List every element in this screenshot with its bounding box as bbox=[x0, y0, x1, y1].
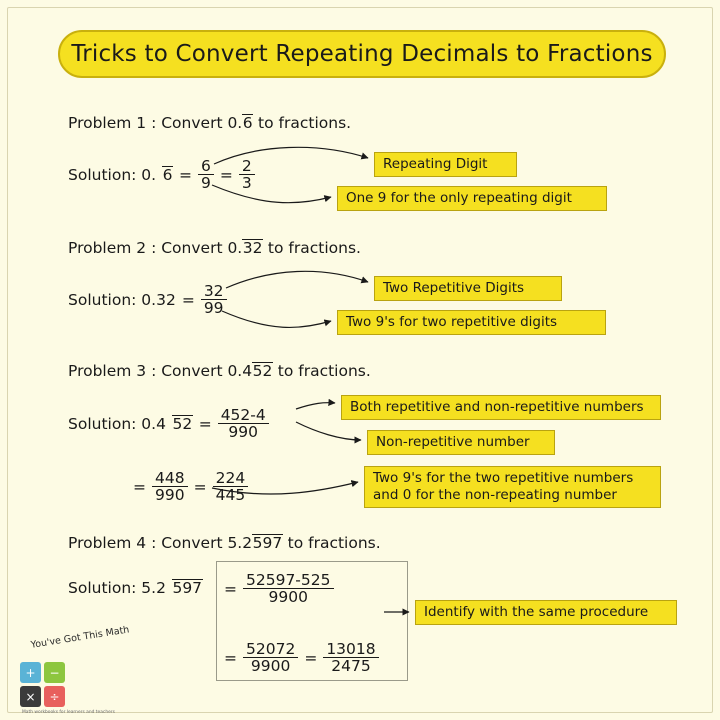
problem-3-callout-3: Two 9's for the two repetitive numbers and 0 for the non-repeating number bbox=[364, 466, 661, 508]
problem-2-equals-1: = bbox=[181, 290, 195, 309]
problem-4-solution-line-2 bbox=[224, 641, 379, 675]
brand-name: You've Got This Math bbox=[30, 624, 131, 651]
problem-3-callout-2: Non-repetitive number bbox=[367, 430, 555, 455]
problem-2-solution bbox=[68, 283, 227, 317]
problem-1-callout-2: One 9 for the only repeating digit bbox=[337, 186, 607, 211]
problem-4-fraction-1: $\frac{52597-525}{9900}$ bbox=[243, 572, 334, 606]
problem-1-fraction-1: $\frac{6}{9}$ bbox=[198, 158, 214, 192]
problem-2-statement-tail: to fractions. bbox=[262, 239, 361, 257]
brand-logo bbox=[18, 624, 131, 715]
problem-4-repeat-digits: 597 bbox=[252, 534, 283, 552]
problem-3-callout-1: Both repetitive and non-repetitive numbers bbox=[341, 395, 661, 420]
problem-3-fraction-2: $\frac{448}{990}$ bbox=[152, 470, 188, 504]
problem-1-repeat-digits: 6 bbox=[242, 114, 253, 132]
problem-4-statement-label: Problem 4 : Convert 5.2 bbox=[68, 534, 253, 552]
problem-2-statement-label: Problem 2 : Convert 0. bbox=[68, 239, 243, 257]
page-title: Tricks to Convert Repeating Decimals to Fractions bbox=[71, 41, 653, 67]
problem-3-solution-line-2 bbox=[133, 470, 248, 504]
problem-2-repeat-digits: 32 bbox=[242, 239, 263, 257]
problem-3-solution-line-1 bbox=[68, 407, 269, 441]
problem-4-equals-1: = bbox=[224, 579, 237, 598]
problem-3-statement-tail: to fractions. bbox=[272, 362, 371, 380]
problem-3-equals-1: = bbox=[198, 414, 212, 433]
problem-1-solution bbox=[68, 158, 255, 192]
logo-plus-icon: + bbox=[20, 662, 41, 683]
problem-4-solution-label: Solution: 5.2 bbox=[68, 579, 166, 598]
logo-times-icon: × bbox=[20, 686, 41, 707]
problem-3-solution-label: Solution: 0.4 bbox=[68, 414, 166, 433]
problem-4-equals-3: = bbox=[304, 648, 318, 667]
brand-tagline: Math workbooks for learners and teachers bbox=[22, 710, 115, 715]
problem-3-fraction-1: $\frac{452-4}{990}$ bbox=[218, 407, 269, 441]
problem-3-statement bbox=[68, 362, 371, 380]
logo-minus-icon: − bbox=[44, 662, 65, 683]
problem-4-fraction-3: $\frac{13018}{2475}$ bbox=[323, 641, 378, 675]
problem-3-equals-3: = bbox=[193, 477, 207, 496]
problem-2-solution-label: Solution: 0.32 bbox=[68, 290, 176, 309]
problem-1-statement bbox=[68, 114, 351, 132]
problem-1-statement-label: Problem 1 : Convert 0. bbox=[68, 114, 243, 132]
problem-1-fraction-2: $\frac{2}{3}$ bbox=[239, 158, 255, 192]
problem-2-callout-2: Two 9's for two repetitive digits bbox=[337, 310, 606, 335]
problem-1-callout-1: Repeating Digit bbox=[374, 152, 517, 177]
problem-2-fraction-1: $\frac{32}{99}$ bbox=[201, 283, 227, 317]
problem-4-solution-label-row bbox=[68, 579, 203, 597]
problem-1-solution-label: Solution: 0. bbox=[68, 165, 157, 184]
problem-2-callout-1: Two Repetitive Digits bbox=[374, 276, 562, 301]
problem-4-solution-repeat: 597 bbox=[172, 579, 203, 597]
problem-3-fraction-3: $\frac{224}{445}$ bbox=[213, 470, 249, 504]
logo-divide-icon: ÷ bbox=[44, 686, 65, 707]
problem-1-equals-2: = bbox=[219, 165, 233, 184]
problem-4-fraction-2: $\frac{52072}{9900}$ bbox=[243, 641, 298, 675]
problem-3-equals-2: = bbox=[133, 477, 146, 496]
problem-3-solution-repeat: 52 bbox=[172, 414, 193, 433]
problem-4-statement-tail: to fractions. bbox=[282, 534, 381, 552]
problem-3-repeat-digits: 52 bbox=[252, 362, 273, 380]
problem-1-statement-tail: to fractions. bbox=[253, 114, 352, 132]
problem-4-solution-line-1 bbox=[224, 572, 334, 606]
problem-4-callout-1: Identify with the same procedure bbox=[415, 600, 677, 625]
problem-4-statement bbox=[68, 534, 381, 552]
problem-4-equals-2: = bbox=[224, 648, 237, 667]
problem-1-equals-1: = bbox=[178, 165, 192, 184]
problem-3-statement-label: Problem 3 : Convert 0.4 bbox=[68, 362, 253, 380]
problem-1-solution-repeat: 6 bbox=[162, 165, 173, 184]
problem-2-statement bbox=[68, 239, 361, 257]
page-title-banner bbox=[58, 30, 666, 78]
